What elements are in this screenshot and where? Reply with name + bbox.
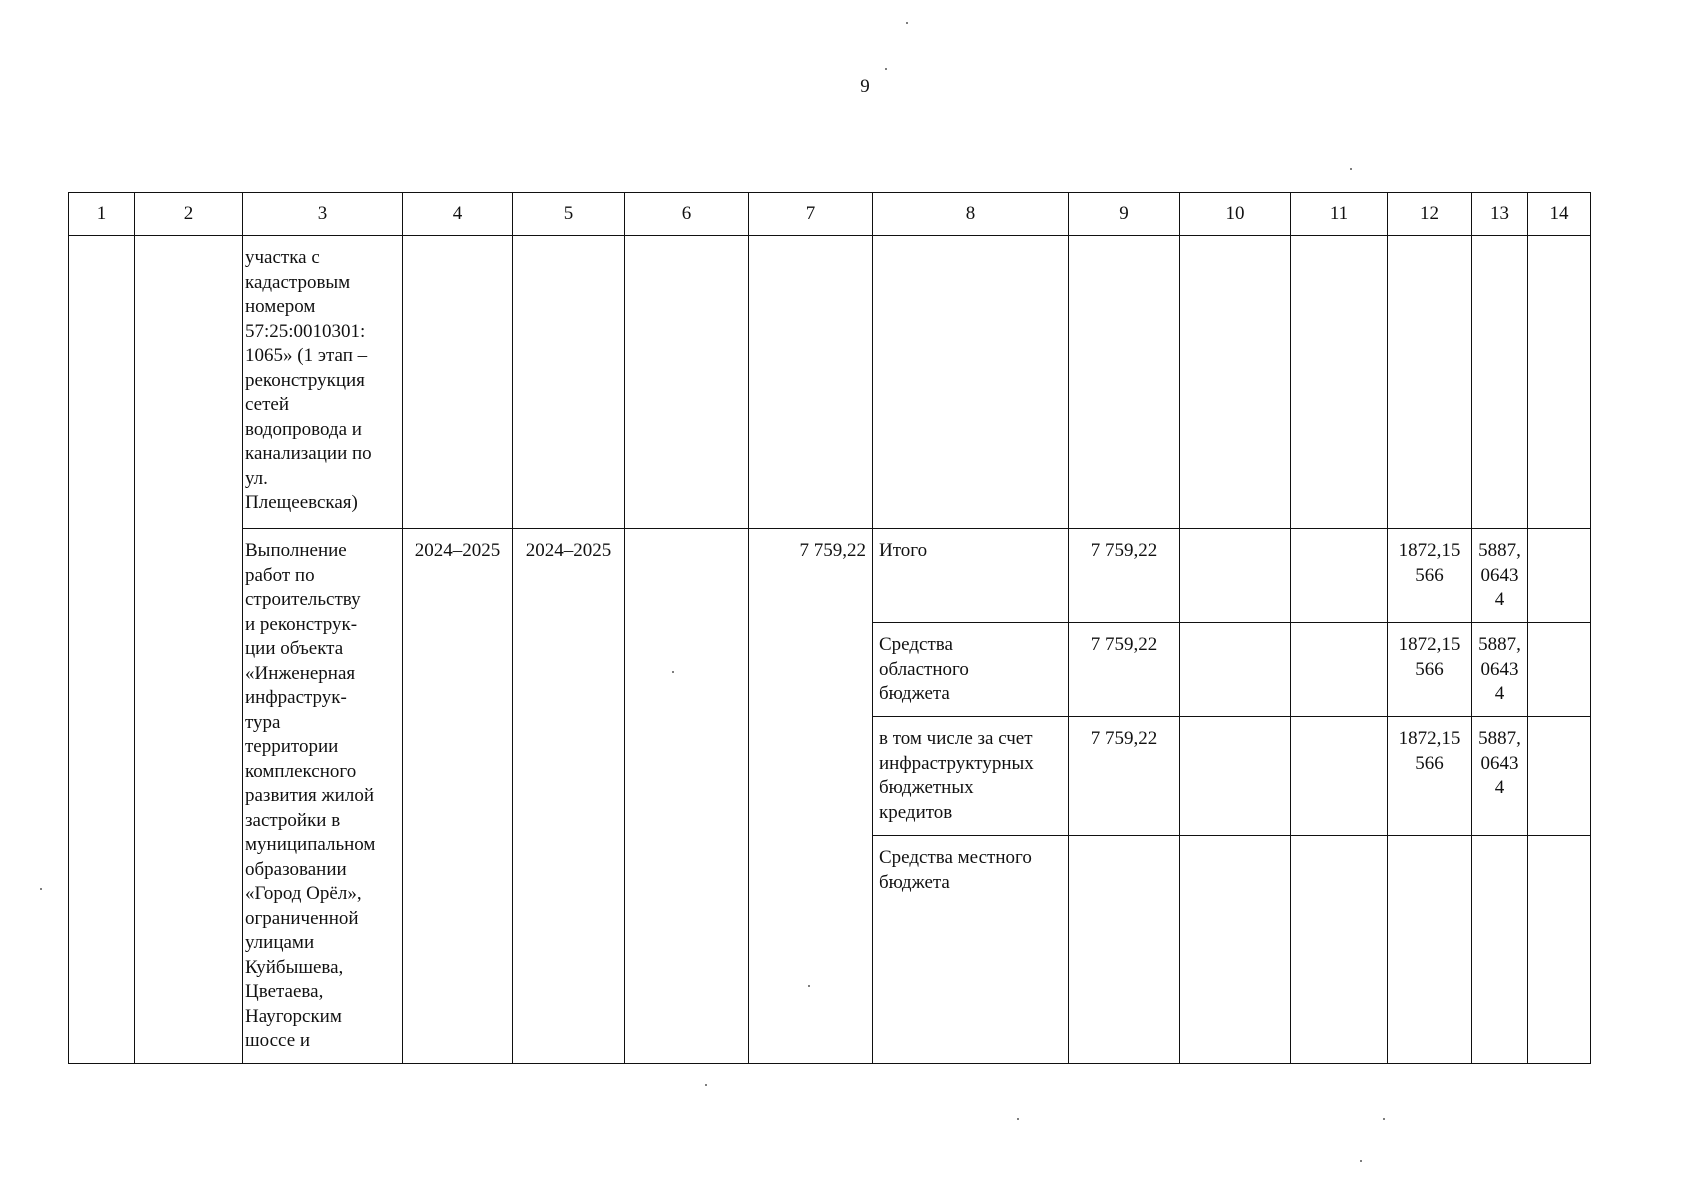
period-value: 2024–2025	[525, 540, 612, 561]
cell-col6	[625, 529, 749, 1064]
text-line: 4	[1494, 589, 1505, 610]
cell-amount-col9	[1069, 529, 1180, 623]
lines	[1473, 717, 1526, 801]
text-line: муниципальном	[245, 834, 376, 855]
text-line: бюджета	[879, 871, 950, 893]
cell-col1	[69, 236, 135, 1064]
amount-value: 7 759,22	[1090, 540, 1158, 561]
period-value: 2024–2025	[414, 540, 501, 561]
text-line: ул.	[245, 467, 268, 489]
header-cell: 2	[135, 193, 243, 236]
scan-speck	[705, 1084, 707, 1086]
cell-col7	[749, 236, 873, 529]
amount-value: 7 759,22	[1090, 728, 1158, 749]
cell-amount-col9	[1069, 623, 1180, 717]
cell-col14	[1528, 623, 1591, 717]
text-line: Наугорским	[245, 1005, 342, 1027]
text-line: работ по	[245, 564, 315, 586]
text-line: инфраструктурных	[879, 752, 1034, 774]
table-row	[69, 529, 1591, 623]
header-cell: 9	[1069, 193, 1180, 236]
text-line: 1872,15	[1398, 540, 1461, 561]
cell-col12	[1388, 717, 1472, 836]
text-line: улицами	[245, 932, 315, 953]
lines	[1389, 623, 1470, 682]
text-line: 566	[1415, 564, 1444, 586]
scan-speck	[1350, 168, 1352, 170]
cell-col10	[1180, 236, 1291, 529]
object-description	[243, 529, 403, 1064]
cell-col12	[1388, 836, 1472, 1064]
object-description-continued	[243, 236, 403, 529]
cell-period-col4	[403, 529, 513, 1064]
text-line: развития жилой	[245, 785, 374, 806]
lines	[245, 529, 400, 1054]
scan-speck	[40, 888, 42, 890]
funding-source	[873, 836, 1069, 1064]
text-line: 4	[1494, 683, 1505, 704]
header-cell: 12	[1388, 193, 1472, 236]
scan-speck	[808, 985, 810, 987]
lines	[1473, 836, 1526, 846]
cell-cost-col7	[749, 529, 873, 1064]
cell-col4	[403, 236, 513, 529]
text-line: и реконструк-	[245, 613, 358, 635]
cell-amount-col9	[1069, 836, 1180, 1064]
text-line: 57:25:0010301:	[245, 320, 366, 342]
text-line: Цветаева,	[245, 981, 324, 1002]
funding-source	[873, 529, 1069, 623]
lines	[1389, 836, 1470, 846]
cell-col10	[1180, 529, 1291, 623]
scan-speck	[1383, 1118, 1385, 1120]
text-line: сетей	[245, 394, 290, 415]
header-row	[69, 193, 1591, 236]
text-line: комплексного	[245, 760, 357, 782]
page-number: 9	[860, 76, 870, 97]
text-line: бюджета	[879, 683, 950, 704]
header-cell: 8	[873, 193, 1069, 236]
cell-col13	[1472, 623, 1528, 717]
cell-col11	[1291, 623, 1388, 717]
text-line: 1872,15	[1398, 728, 1461, 749]
cell-col9	[1069, 236, 1180, 529]
cell-col11	[1291, 236, 1388, 529]
text-line: 566	[1415, 658, 1444, 680]
text-line: строительству	[245, 589, 361, 610]
header-cell: 11	[1291, 193, 1388, 236]
cell-col13	[1472, 717, 1528, 836]
cell-col11	[1291, 717, 1388, 836]
scan-speck	[885, 68, 887, 70]
lines	[1389, 529, 1470, 588]
cell-col12	[1388, 529, 1472, 623]
header-cell: 10	[1180, 193, 1291, 236]
text-line: 566	[1415, 752, 1444, 774]
cell-col12	[1388, 623, 1472, 717]
text-line: 5887,	[1478, 728, 1521, 749]
text-line: 0643	[1480, 564, 1519, 586]
text-line: 5887,	[1478, 540, 1521, 561]
lines	[879, 717, 1062, 825]
lines	[879, 836, 1062, 895]
text-line: областного	[879, 658, 969, 680]
scan-speck	[906, 22, 908, 24]
header-cell: 1	[69, 193, 135, 236]
text-line: 4	[1494, 777, 1505, 798]
header-cell: 7	[749, 193, 873, 236]
text-line: тура	[245, 711, 281, 733]
text-line: территории	[245, 736, 339, 757]
text-line: ции объекта	[245, 638, 344, 659]
cell-col13	[1472, 236, 1528, 529]
text-line: Плещеевская)	[245, 492, 358, 513]
cell-period-col5	[513, 529, 625, 1064]
scan-speck	[1017, 1118, 1019, 1120]
text-line: 1065» (1 этап –	[245, 345, 368, 366]
text-line: Средства местного	[879, 847, 1032, 868]
scan-speck	[672, 671, 674, 673]
lines	[245, 236, 400, 516]
header-cell: 5	[513, 193, 625, 236]
text-line: в том числе за счет	[879, 728, 1033, 749]
lines	[879, 529, 1062, 564]
cell-col13	[1472, 836, 1528, 1064]
text-line: «Город Орёл»,	[245, 883, 362, 904]
cell-col5	[513, 236, 625, 529]
text-line: канализации по	[245, 443, 372, 464]
funding-source	[873, 623, 1069, 717]
text-line: шоссе и	[245, 1030, 311, 1051]
text-line: 1872,15	[1398, 634, 1461, 655]
header-cell: 6	[625, 193, 749, 236]
lines	[1473, 623, 1526, 707]
cell-col11	[1291, 836, 1388, 1064]
scan-speck	[1360, 1160, 1362, 1162]
text-line: 5887,	[1478, 634, 1521, 655]
text-line: участка с	[245, 247, 320, 268]
text-line: 0643	[1480, 752, 1519, 774]
header-cell: 3	[243, 193, 403, 236]
text-line: Средства	[879, 634, 953, 655]
cell-col11	[1291, 529, 1388, 623]
text-line: «Инженерная	[245, 662, 356, 684]
cell-col2	[135, 236, 243, 1064]
table-row	[69, 236, 1591, 529]
cell-col13	[1472, 529, 1528, 623]
header-cell: 13	[1472, 193, 1528, 236]
cell-col14	[1528, 236, 1591, 529]
text-line: бюджетных	[879, 777, 974, 798]
text-line: реконструкция	[245, 369, 365, 391]
text-line: Выполнение	[245, 540, 347, 561]
cell-col10	[1180, 836, 1291, 1064]
text-line: кадастровым	[245, 271, 351, 293]
lines	[879, 623, 1062, 707]
cell-col6	[625, 236, 749, 529]
amount-value: 7 759,22	[1090, 634, 1158, 655]
text-line: номером	[245, 296, 316, 317]
amount-value	[1075, 836, 1173, 846]
text-line: образовании	[245, 858, 347, 880]
cell-col12	[1388, 236, 1472, 529]
text-line: застройки в	[245, 809, 341, 831]
cost-value: 7 759,22	[799, 540, 866, 561]
cell-col14	[1528, 717, 1591, 836]
text-line: Куйбышева,	[245, 956, 344, 978]
text-line: водопровода и	[245, 418, 362, 440]
text-line: Итого	[879, 540, 928, 561]
text-line: ограниченной	[245, 907, 359, 929]
lines	[1389, 717, 1470, 776]
header-cell: 4	[403, 193, 513, 236]
budget-table	[68, 192, 1591, 1064]
text-line: кредитов	[879, 801, 953, 823]
cell-col14	[1528, 529, 1591, 623]
cell-col14	[1528, 836, 1591, 1064]
text-line: 0643	[1480, 658, 1519, 680]
cell-col10	[1180, 623, 1291, 717]
cell-col10	[1180, 717, 1291, 836]
header-cell: 14	[1528, 193, 1591, 236]
lines	[1473, 529, 1526, 613]
funding-source	[873, 717, 1069, 836]
cell-col8	[873, 236, 1069, 529]
text-line: инфраструк-	[245, 687, 347, 708]
cell-amount-col9	[1069, 717, 1180, 836]
